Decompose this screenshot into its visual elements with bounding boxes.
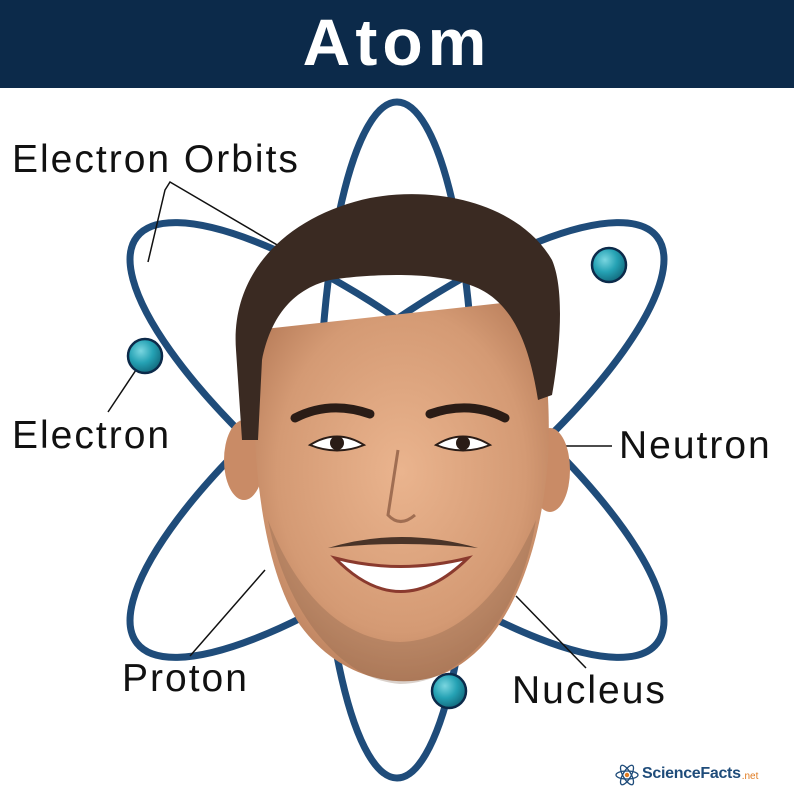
left-pupil [330, 436, 344, 450]
label-electron-orbits: Electron Orbits [12, 138, 300, 181]
bottom-particle [432, 674, 466, 708]
brand-logo [616, 760, 758, 788]
brand-name: ScienceFacts [642, 765, 741, 782]
label-neutron: Neutron [619, 424, 772, 467]
page-title: Atom [302, 5, 492, 79]
right-pupil [456, 436, 470, 450]
leader-proton [190, 570, 265, 656]
label-proton: Proton [122, 657, 249, 700]
label-electron: Electron [12, 414, 172, 457]
label-nucleus: Nucleus [512, 669, 667, 712]
neutron-particle [592, 248, 626, 282]
electron-particle [128, 339, 162, 373]
nucleus-face [224, 194, 570, 684]
brand-suffix: .net [741, 771, 759, 782]
